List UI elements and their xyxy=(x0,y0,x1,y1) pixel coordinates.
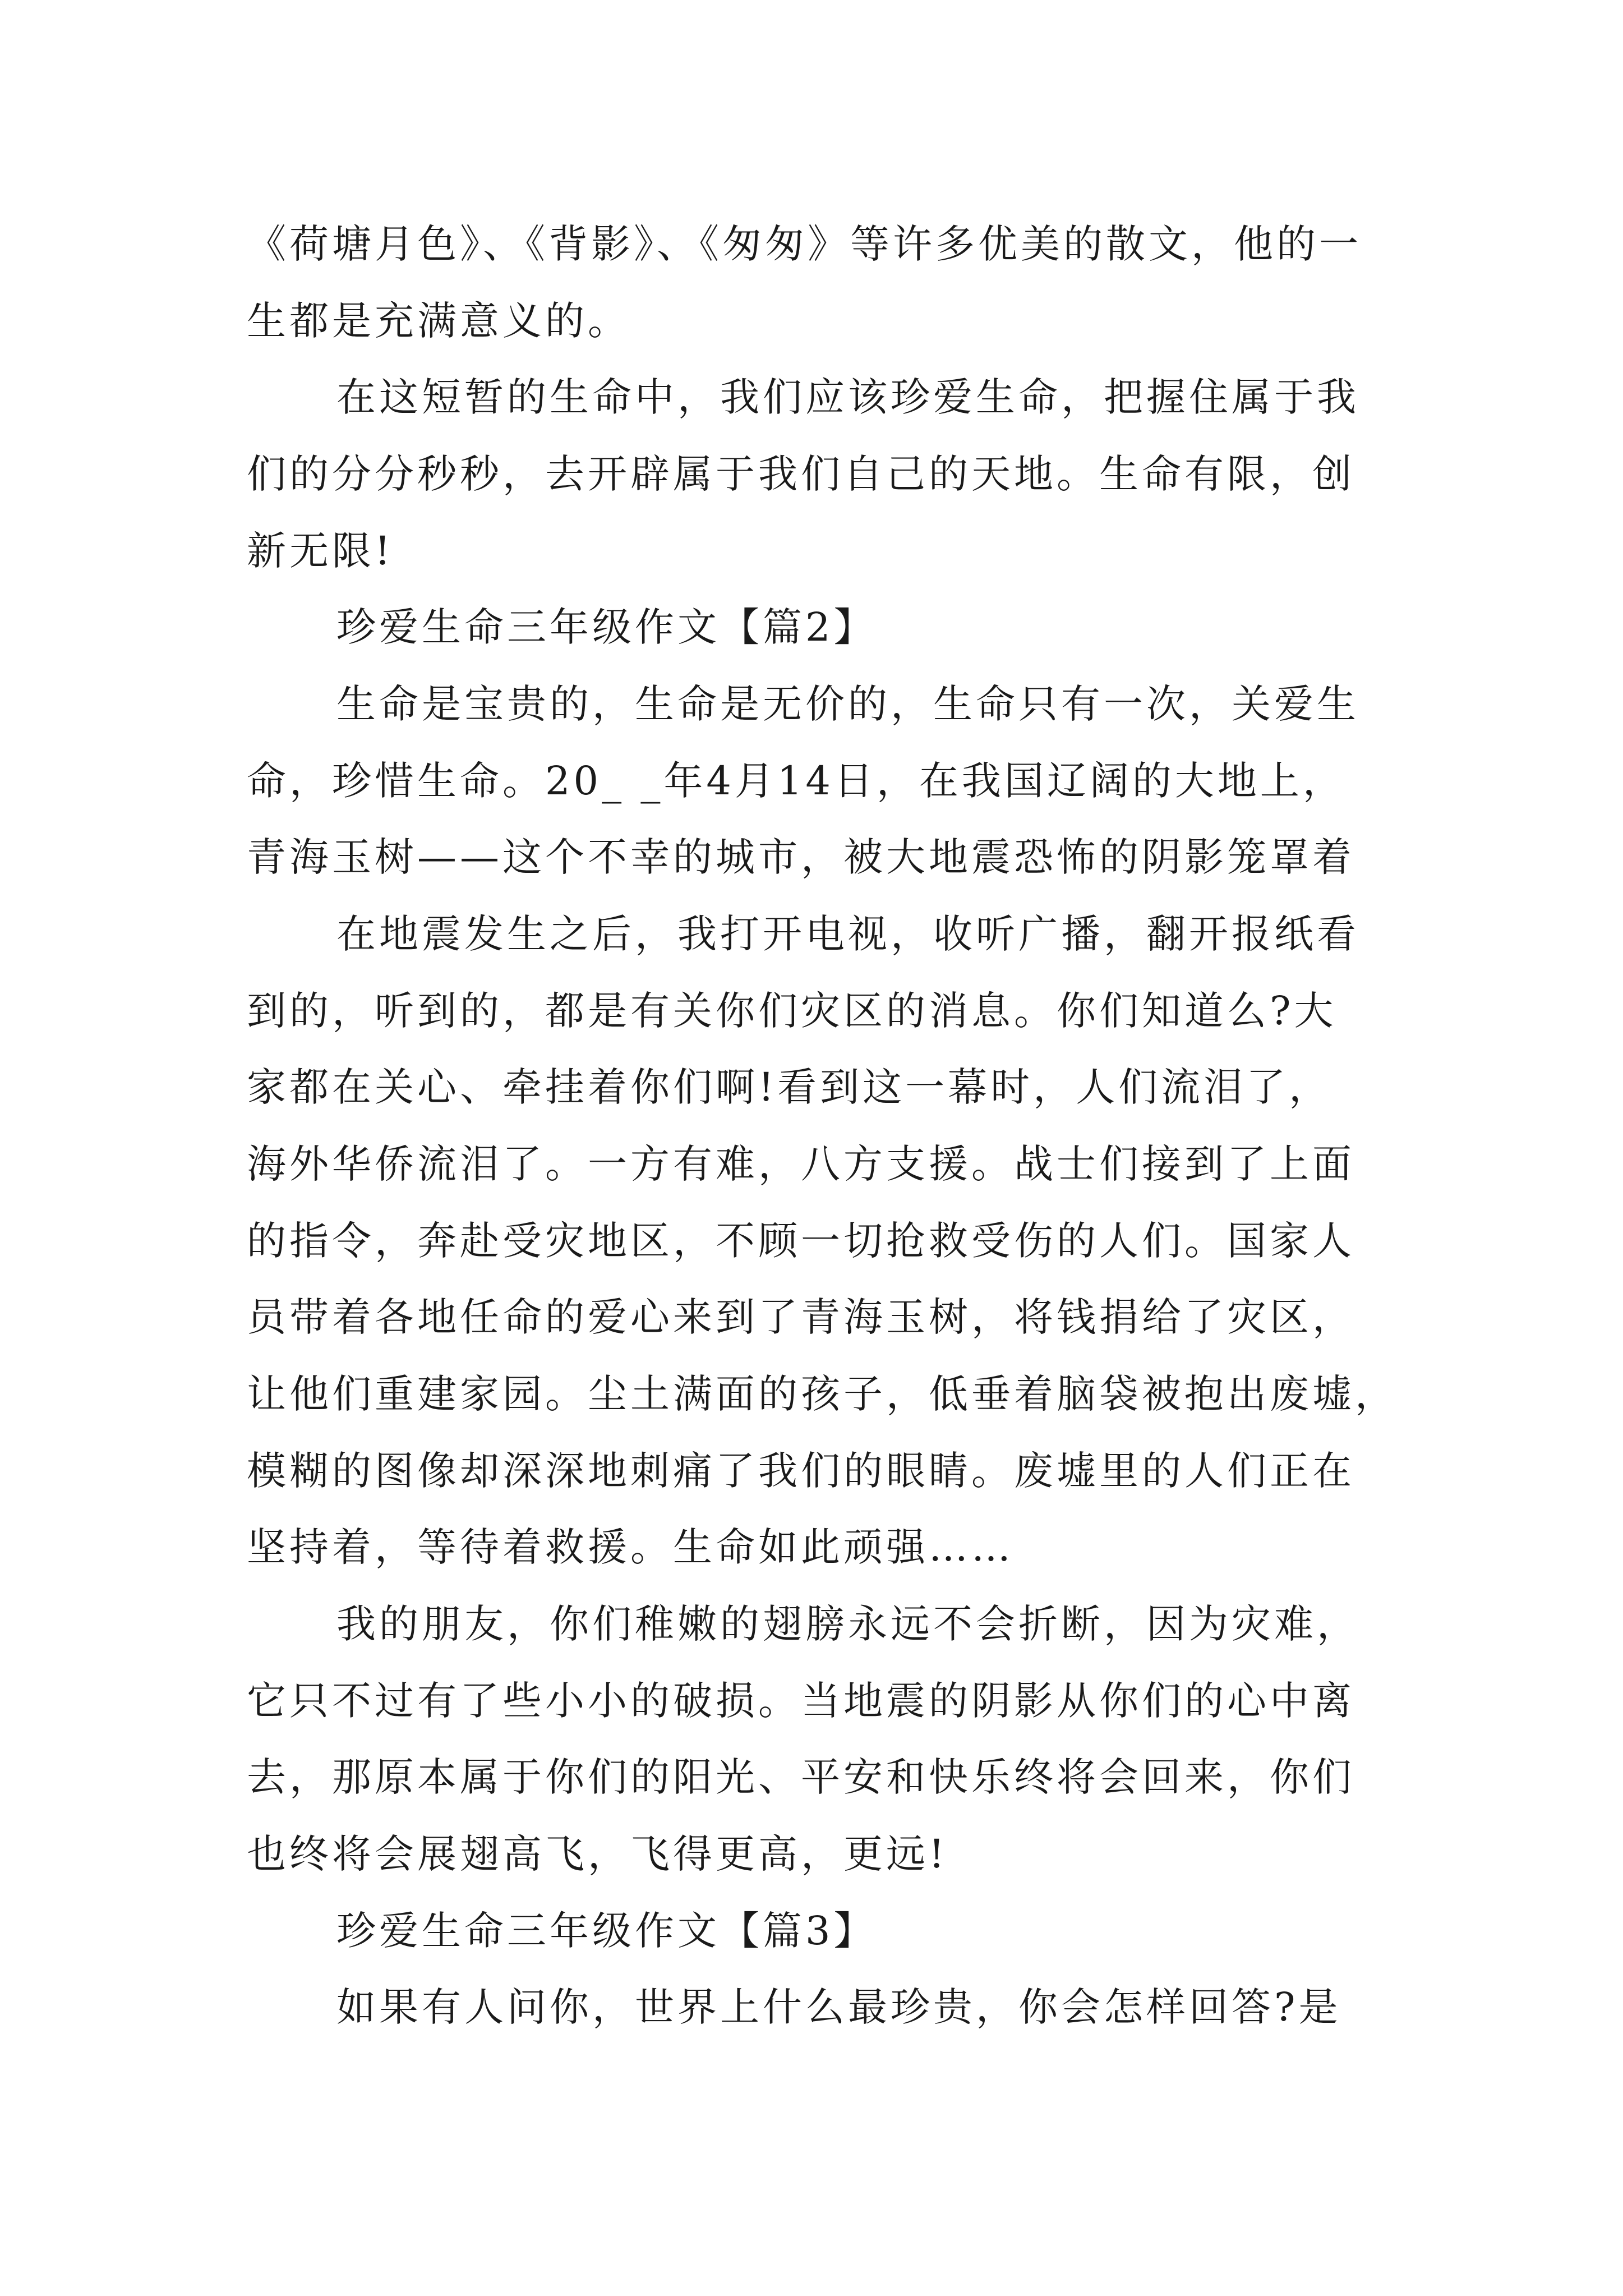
text-line: 在地震发生之后，我打开电视，收听广播，翻开报纸看 xyxy=(336,911,1359,957)
text-line: 员带着各地任命的爱心来到了青海玉树，将钱捐给了灾区， xyxy=(247,1294,1355,1340)
text-line: 模糊的图像却深深地刺痛了我们的眼睛。废墟里的人们正在 xyxy=(247,1448,1355,1494)
text-line: 海外华侨流泪了。一方有难，八方支援。战士们接到了上面 xyxy=(247,1141,1355,1187)
text-line: 如果有人问你，世界上什么最珍贵，你会怎样回答?是 xyxy=(336,1984,1341,2030)
section-heading: 珍爱生命三年级作文【篇3】 xyxy=(336,1908,877,1954)
text-line: 家都在关心、牵挂着你们啊!看到这一幕时，人们流泪了， xyxy=(247,1064,1332,1110)
text-line: 也终将会展翅高飞，飞得更高，更远! xyxy=(247,1831,948,1877)
text-line: 去，那原本属于你们的阳光、平安和快乐终将会回来，你们 xyxy=(247,1754,1355,1800)
text-line: 《荷塘月色》、《背影》、《匆匆》等许多优美的散文，他的一 xyxy=(247,221,1362,267)
text-line: 它只不过有了些小小的破损。当地震的阴影从你们的心中离 xyxy=(247,1678,1355,1724)
text-line: 新无限! xyxy=(247,528,394,574)
text-line: 命，珍惜生命。20_ _年4月14日，在我国辽阔的大地上， xyxy=(247,758,1345,804)
text-line: 青海玉树——这个不幸的城市，被大地震恐怖的阴影笼罩着 xyxy=(247,834,1355,880)
text-line: 到的，听到的，都是有关你们灾区的消息。你们知道么?大 xyxy=(247,988,1337,1034)
text-line: 的指令，奔赴受灾地区，不顾一切抢救受伤的人们。国家人 xyxy=(247,1218,1355,1264)
text-line: 坚持着，等待着救援。生命如此顽强…… xyxy=(247,1524,1014,1570)
text-line: 生命是宝贵的，生命是无价的，生命只有一次，关爱生 xyxy=(336,681,1359,727)
text-line: 在这短暂的生命中，我们应该珍爱生命，把握住属于我 xyxy=(336,374,1359,420)
text-line: 生都是充满意义的。 xyxy=(247,298,630,344)
text-line: 我的朋友，你们稚嫩的翅膀永远不会折断，因为灾难， xyxy=(336,1601,1359,1647)
text-line: 让他们重建家园。尘土满面的孩子，低垂着脑袋被抱出废墟， xyxy=(247,1371,1398,1417)
section-heading: 珍爱生命三年级作文【篇2】 xyxy=(336,604,877,650)
text-line: 们的分分秒秒，去开辟属于我们自己的天地。生命有限，创 xyxy=(247,451,1355,497)
